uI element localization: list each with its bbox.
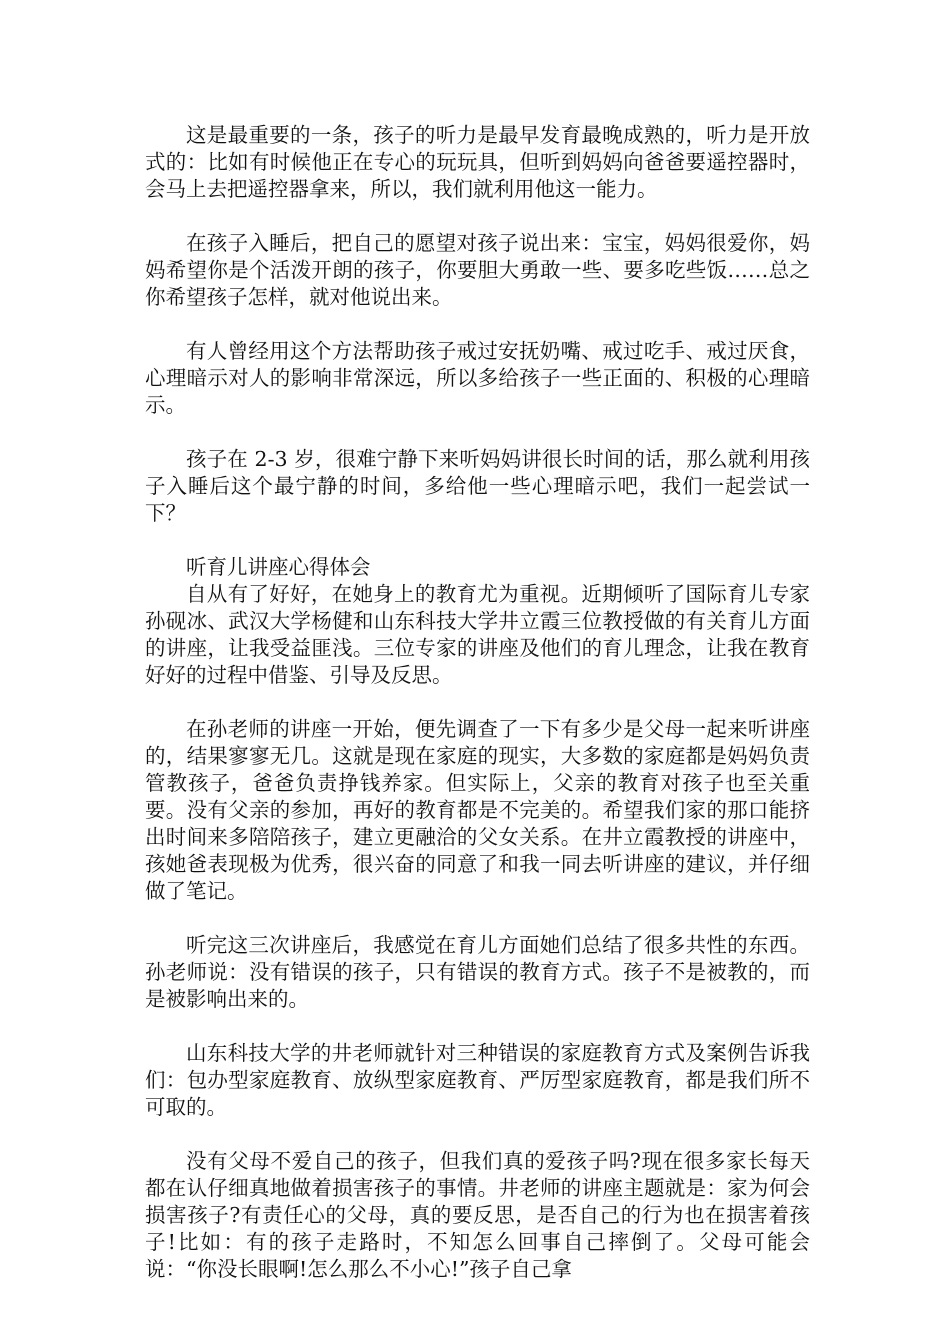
paragraph-4: 孩子在 2-3 岁，很难宁静下来听妈妈讲很长时间的话，那么就利用孩子入睡后这个最宁静的时间，多给他一些心理暗示吧，我们一起尝试一下？ xyxy=(145,447,810,525)
section-paragraph-2: 在孙老师的讲座一开始，便先调查了一下有多少是父母一起来听讲座的，结果寥寥无几。这就是现在家庭的现实，大多数的家庭都是妈妈负责管教孩子，爸爸负责挣钱养家。但实际上，父亲的教育对孩子也至关重要。没有父亲的参加，再好的教育都是不完美的。希望我们家的那口能挤出时间来多陪陪孩子，建立更融洽的父女关系。在井立霞教授的讲座中，孩她爸表现极为优秀，很兴奋的同意了和我一同去听讲座的建议，并仔细做了笔记。 xyxy=(145,717,810,903)
paragraph-2: 在孩子入睡后，把自己的愿望对孩子说出来：宝宝，妈妈很爱你，妈妈希望你是个活泼开朗的孩子，你要胆大勇敢一些、要多吃些饭……总之你希望孩子怎样，就对他说出来。 xyxy=(145,231,810,309)
section-paragraph-3: 听完这三次讲座后，我感觉在育儿方面她们总结了很多共性的东西。孙老师说：没有错误的孩子，只有错误的教育方式。孩子不是被教的，而是被影响出来的。 xyxy=(145,933,810,1011)
section-paragraph-5: 没有父母不爱自己的孩子，但我们真的爱孩子吗?现在很多家长每天都在认仔细真地做着损害孩子的事情。井老师的讲座主题就是：家为何会损害孩子?有责任心的父母，真的要反思，是否自己的行为也在损害着孩子!比如：有的孩子走路时，不知怎么回事自己摔倒了。父母可能会说：“你没长眼啊!怎么那么不小心!”孩子自己拿 xyxy=(145,1149,810,1281)
section-heading: 听育儿讲座心得体会 xyxy=(186,555,371,579)
paragraph-1: 这是最重要的一条，孩子的听力是最早发育最晚成熟的，听力是开放式的：比如有时候他正在专心的玩玩具，但听到妈妈向爸爸要遥控器时，会马上去把遥控器拿来，所以，我们就利用他这一能力。 xyxy=(145,123,810,201)
section-paragraph-4: 山东科技大学的井老师就针对三种错误的家庭教育方式及案例告诉我们：包办型家庭教育、放纵型家庭教育、严厉型家庭教育，都是我们所不可取的。 xyxy=(145,1041,810,1119)
document-body xyxy=(145,122,810,1283)
paragraph-3: 有人曾经用这个方法帮助孩子戒过安抚奶嘴、戒过吃手、戒过厌食，心理暗示对人的影响非常深远，所以多给孩子一些正面的、积极的心理暗示。 xyxy=(145,339,810,417)
section-paragraph-1: 自从有了好好，在她身上的教育尤为重视。近期倾听了国际育儿专家孙砚冰、武汉大学杨健和山东科技大学井立霞三位教授做的有关育儿方面的讲座，让我受益匪浅。三位专家的讲座及他们的育儿理念，让我在教育好好的过程中借鉴、引导及反思。 xyxy=(145,582,810,687)
